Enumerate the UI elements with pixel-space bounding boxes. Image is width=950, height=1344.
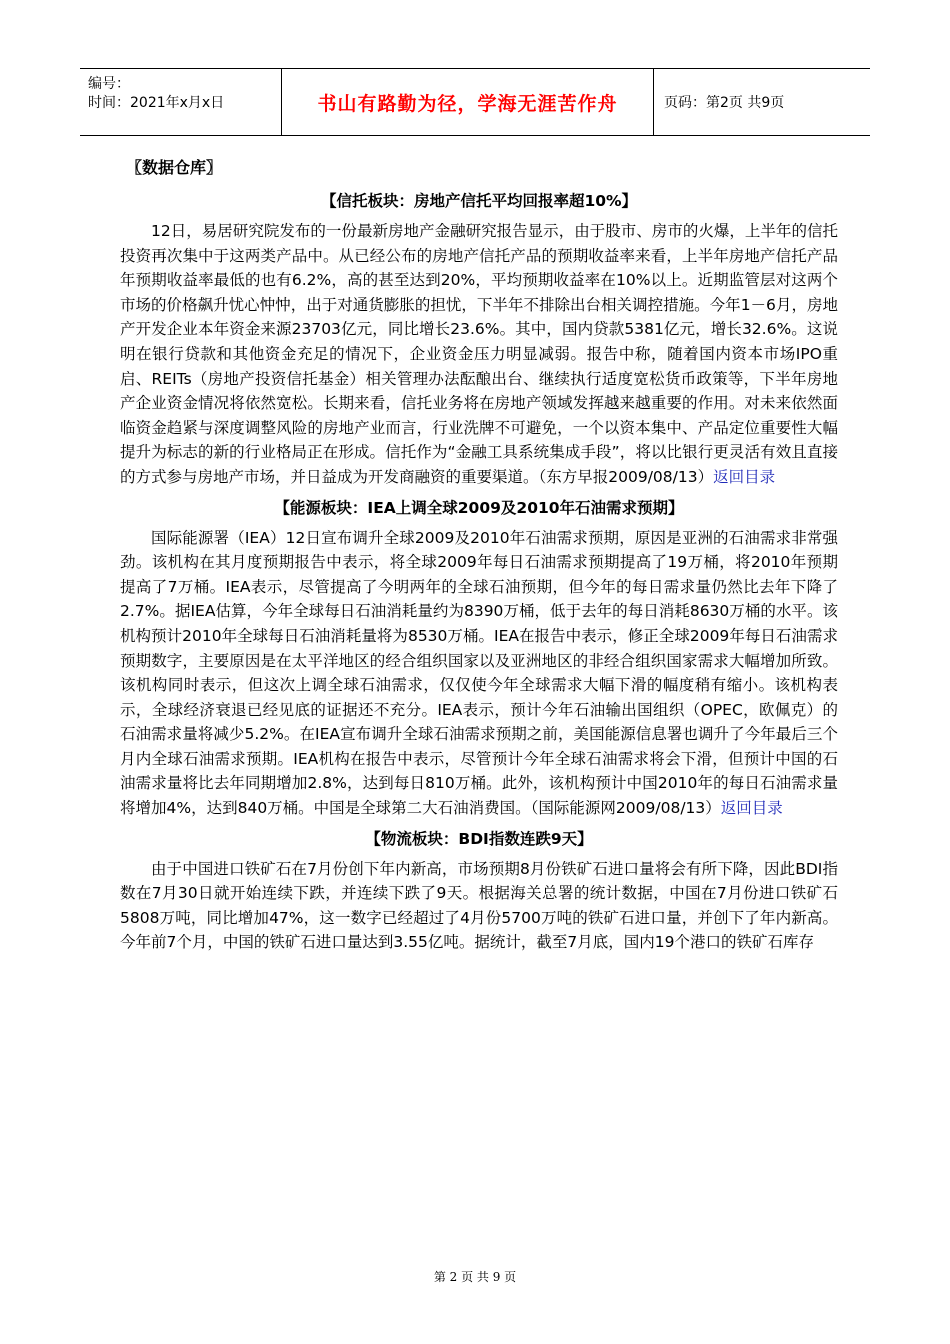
logistics-block-paragraph <box>120 857 838 955</box>
trust-back-to-toc-link[interactable]: 返回目录 <box>713 467 776 486</box>
trust-block-paragraph <box>120 219 838 490</box>
trust-block-text: 12日，易居研究院发布的一份最新房地产金融研究报告显示，由于股市、房市的火爆，上半年的信托投资再次集中于这两类产品中。从已经公布的房地产信托产品的预期收益率来看，上半年房地产信托产品年预期收益率最低的也有6.2%，高的甚至达到20%，平均预期收益率在10%以上。近期监管层对这两个市场的价格飙升忧心忡忡，出于对通货膨胀的担忧，下半年不排除出台相关调控措施。今年1－6月，房地产开发企业本年资金来源23703亿元，同比增长23.6%。其中，国内贷款5381亿元，增长32.6%。这说明在银行贷款和其他资金充足的情况下，企业资金压力明显减弱。报告中称，随着国内资本市场IPO重启、REITs（房地产投资信托基金）相关管理办法酝酿出台、继续执行适度宽松货币政策等，下半年房地产企业资金情况将依然宽松。长期来看，信托业务将在房地产领域发挥越来越重要的作用。对未来依然面临资金趋紧与深度调整风险的房地产业而言，行业洗牌不可避免，一个以资本集中、产品定位重要性大幅提升为标志的新的行业格局正在形成。信托作为“金融工具系统集成手段”，将以比银行更灵活有效且直接的方式参与房地产市场，并日益成为开发商融资的重要渠道。（东方早报2009/08/13） <box>120 222 838 486</box>
logistics-block-title: 【物流板块：BDI指数连跌9天】 <box>365 829 593 848</box>
section-title: 〖数据仓库〗 <box>126 158 223 177</box>
energy-block-text: 国际能源署（IEA）12日宣布调升全球2009及2010年石油需求预期，原因是亚洲的石油需求非常强劲。该机构在其月度预期报告中表示，将全球2009年每日石油需求预期提高了19万桶，将2010年预期提高了7万桶。IEA表示，尽管提高了今明两年的全球石油预期，但今年的每日需求量仍然比去年下降了2.7%。据IEA估算，今年全球每日石油消耗量约为8390万桶，低于去年的每日消耗8630万桶的水平。该机构预计2010年全球每日石油消耗量将为8530万桶。IEA在报告中表示，修正全球2009年每日石油需求预期数字，主要原因是在太平洋地区的经合组织国家以及亚洲地区的非经合组织国家需求大幅增加所致。该机构同时表示，但这次上调全球石油需求，仅仅使今年全球需求大幅下滑的幅度稍有缩小。该机构表示，全球经济衰退已经见底的证据还不充分。IEA表示，预计今年石油输出国组织（OPEC，欧佩克）的石油需求量将减少5.2%。在IEA宣布调升全球石油需求预期之前，美国能源信息署也调升了今年最后三个月内全球石油需求预期。IEA机构在报告中表示，尽管预计今年全球石油需求将会下滑，但预计中国的石油需求量将比去年同期增加2.8%，达到每日810万桶。此外，该机构预计中国2010年的每日石油需求量将增加4%，达到840万桶。中国是全球第二大石油消费国。（国际能源网2009/08/13） <box>120 528 838 818</box>
page-header <box>80 68 870 136</box>
header-page-info: 页码：第2页 共9页 <box>664 95 785 111</box>
document-number-label: 编号： <box>88 76 130 92</box>
document-date: 时间：2021年x月x日 <box>88 95 225 111</box>
energy-block-title: 【能源板块：IEA上调全球2009及2010年石油需求预期】 <box>274 498 684 517</box>
document-body <box>120 155 838 961</box>
page-footer: 第 2 页 共 9 页 <box>433 1270 517 1284</box>
trust-block-title: 【信托板块：房地产信托平均回报率超10%】 <box>320 192 638 210</box>
header-motto: 书山有路勤为径，学海无涯苦作舟 <box>282 69 654 135</box>
logistics-block-text: 由于中国进口铁矿石在7月份创下年内新高，市场预期8月份铁矿石进口量将会有所下降，因此BDI指数在7月30日就开始连续下跌，并连续下跌了9天。根据海关总署的统计数据，中国在7月份进口铁矿石5808万吨，同比增加47%，这一数字已经超过了4月份5700万吨的铁矿石进口量，并创下了年内新高。今年前7个月，中国的铁矿石进口量达到3.55亿吨。据统计，截至7月底，国内19个港口的铁矿石库存 <box>120 859 838 952</box>
energy-block-paragraph <box>120 526 838 821</box>
energy-back-to-toc-link[interactable]: 返回目录 <box>720 799 783 818</box>
header-meta <box>80 69 282 135</box>
